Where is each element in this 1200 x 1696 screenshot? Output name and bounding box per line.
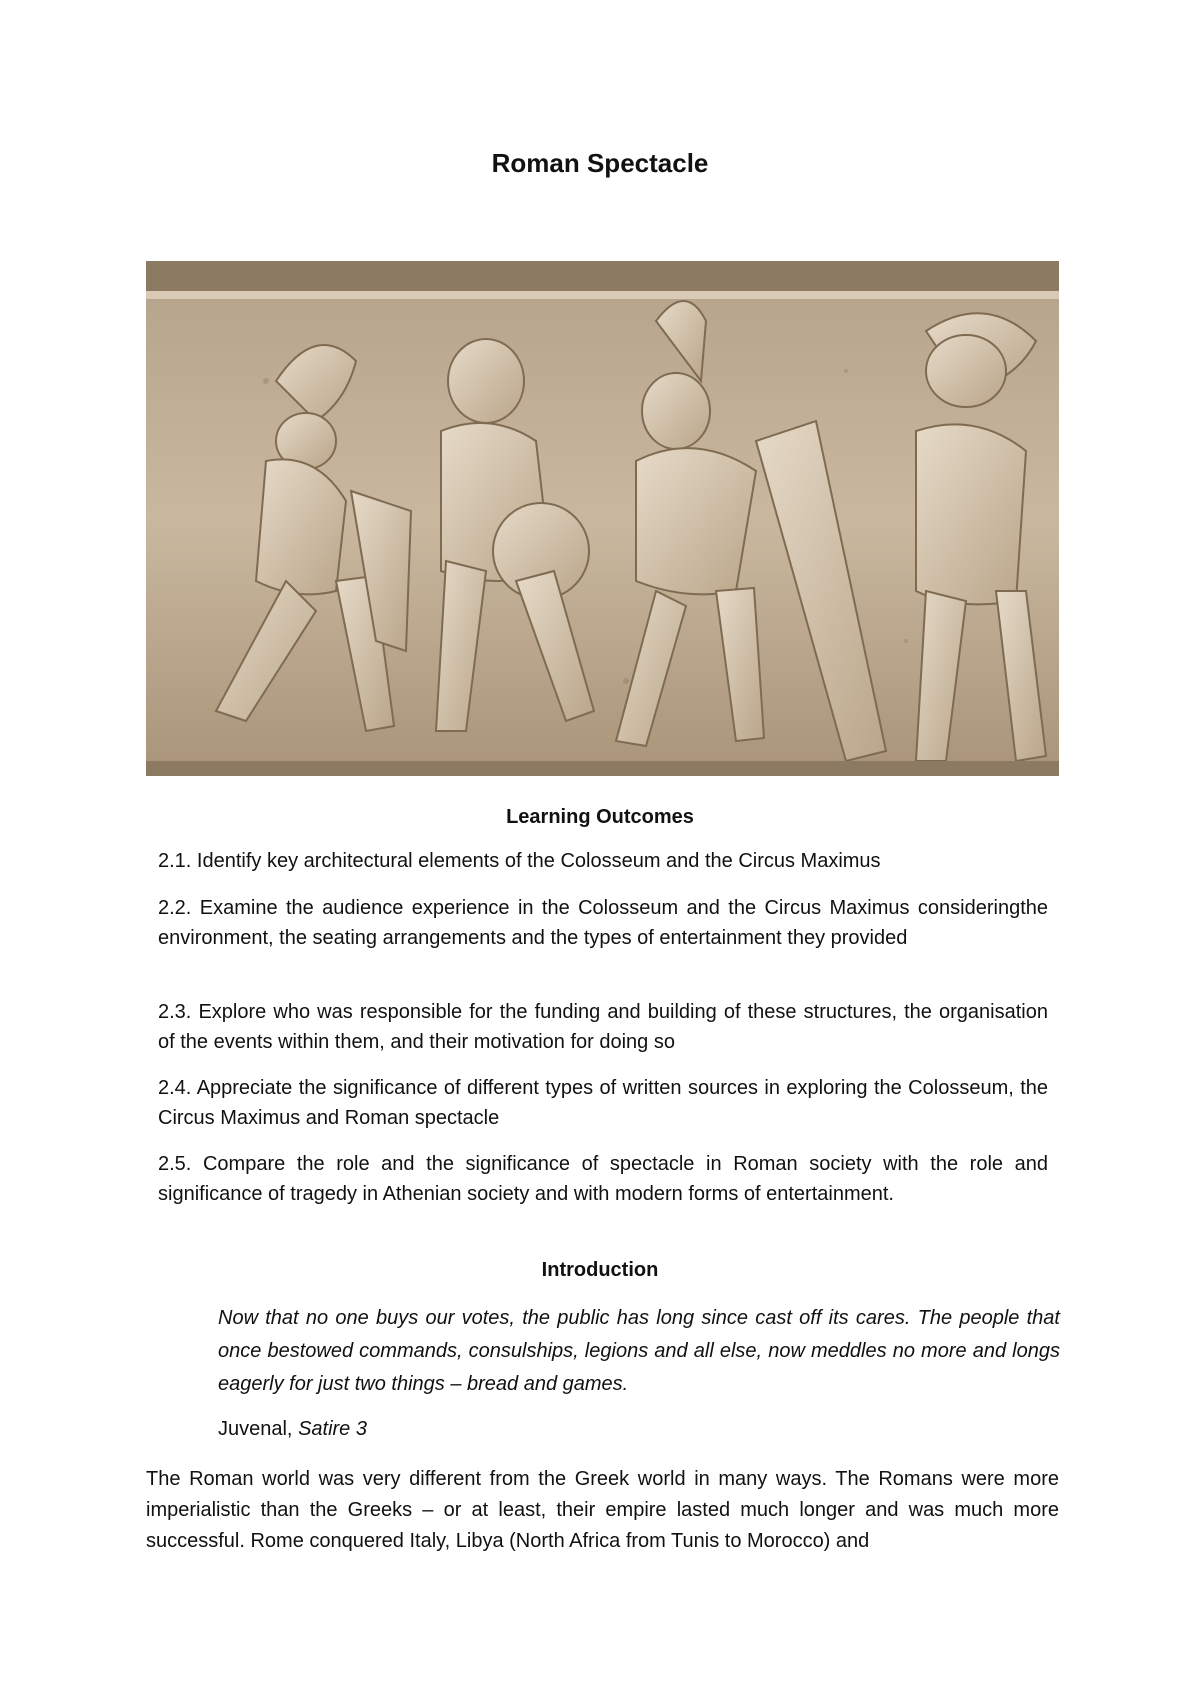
outcome-text: Explore who was responsible for the funding and building of these structures, the organisation of the events within them, and their motivation for doing so	[158, 1001, 1048, 1053]
learning-outcome-item	[158, 1073, 1048, 1133]
outcome-number: 2.1.	[158, 850, 192, 872]
outcome-number: 2.5.	[158, 1153, 192, 1175]
introduction-paragraph: The Roman world was very different from the Greek world in many ways. The Romans were more imperialistic than the Greeks – or at least, their empire lasted much longer and was much more successful. Rome conquered Italy, Libya (North Africa from Tunis to Morocco) and	[146, 1468, 1059, 1552]
quote-author: Juvenal,	[218, 1418, 293, 1440]
outcome-number: 2.2.	[158, 897, 192, 919]
introduction-heading: Introduction	[541, 1259, 659, 1281]
outcome-text: Identify key architectural elements of the Colosseum and the Circus Maximus	[196, 850, 881, 872]
outcome-number: 2.4.	[158, 1077, 192, 1099]
outcome-text: Examine the audience experience in the Colosseum and the Circus Maximus consideringthe environment, the seating arrangements and the types of entertainment they provided	[158, 897, 1048, 949]
learning-outcome-item	[158, 893, 1048, 953]
learning-outcome-item	[158, 1149, 1048, 1209]
learning-outcome-item	[158, 846, 1048, 876]
page-title: Roman Spectacle	[491, 148, 709, 178]
learning-outcome-item	[158, 997, 1048, 1057]
juvenal-quote: Now that no one buys our votes, the public has long since cast off its cares. The people that once bestowed commands, consulships, legions and all else, now meddles no more and longs eagerly for just two things – bread and games.	[218, 1307, 1060, 1395]
outcome-text: Appreciate the significance of different types of written sources in exploring the Colosseum, the Circus Maximus and Roman spectacle	[158, 1077, 1049, 1129]
quote-work: Satire 3	[298, 1418, 367, 1440]
outcome-text: Compare the role and the significance of spectacle in Roman society with the role and significance of tragedy in Athenian society and with modern forms of entertainment.	[158, 1153, 1049, 1205]
learning-outcomes-heading: Learning Outcomes	[506, 806, 694, 828]
outcome-number: 2.3.	[158, 1001, 192, 1023]
gladiator-relief-image	[146, 261, 1059, 776]
quote-attribution	[218, 1418, 367, 1441]
relief-illustration	[146, 261, 1059, 776]
